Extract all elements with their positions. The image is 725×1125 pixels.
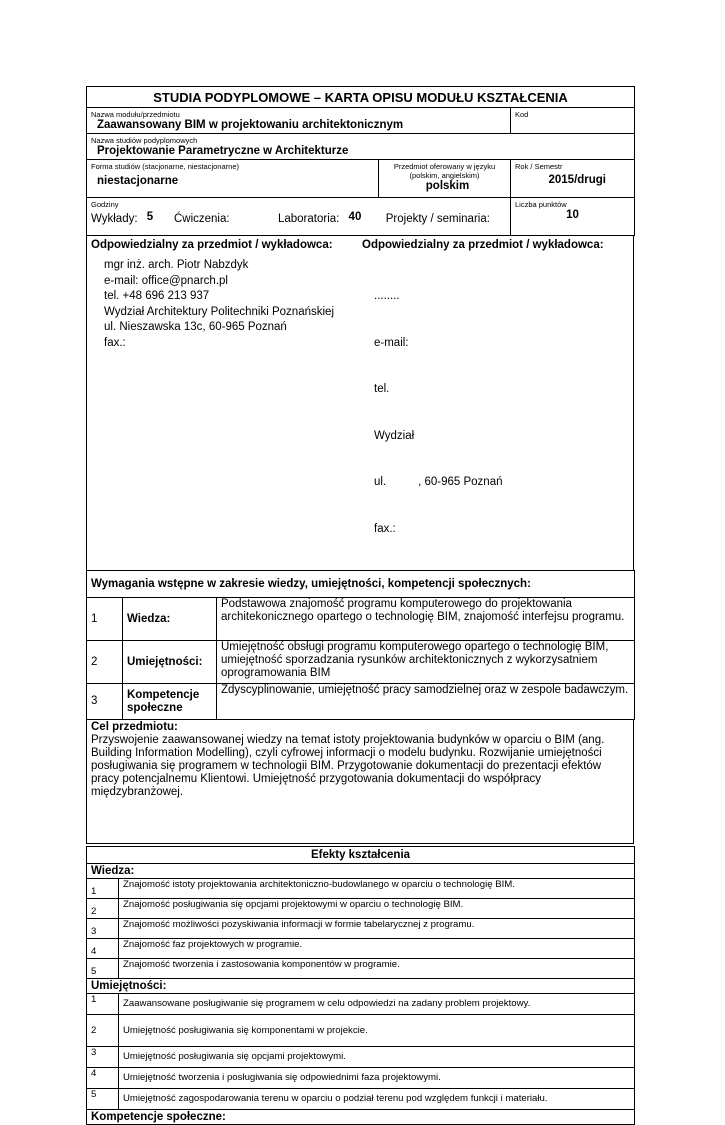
skills-no-1: 1 [87,994,119,1015]
skills-no-2: 2 [87,1015,119,1047]
responsible-right-header: Odpowiedzialny za przedmiot / wykładowca: [362,239,604,251]
knowledge-text-1: Znajomość istoty projektowania architektoniczno-budowlanego w oparciu o technologię BIM. [119,879,635,899]
skills-text-4: Umiejętność tworzenia i posługiwania się odpowiednimi faza projektowymi. [119,1068,635,1089]
left-faculty: Wydział Architektury Politechniki Poznańskiej [104,305,334,318]
study-form-label: Forma studiów (stacjonarne, niestacjonarne) [91,162,239,171]
left-name: mgr inż. arch. Piotr Nabzdyk [104,259,249,271]
responsible-right [362,239,629,568]
prereq-no-1: 1 [87,598,123,641]
hours-label: Godziny [91,200,119,209]
labs-label: Laboratoria: [277,213,340,225]
year-semester-label: Rok / Semestr [515,162,563,171]
prereq-name-3: Kompetencje społeczne [123,684,217,720]
language-value: polskim [425,180,470,192]
lectures-label: Wykłady: [91,213,138,225]
goal-cell [87,720,634,844]
knowledge-text-2: Znajomość posługiwania się opcjami projektowymi w oparciu o technologię BIM. [119,899,635,919]
social-competence-header: Kompetencje społeczne: [87,1110,635,1125]
skills-text-5: Umiejętność zagospodarowania terenu w oparciu o podział terenu pod względem funkcji i materiału. [119,1089,635,1110]
module-name-value: Zaawansowany BIM w projektowaniu architektonicznym [97,119,404,131]
year-semester-value: 2015/drugi [548,174,607,186]
studies-name-label: Nazwa studiów podyplomowych [91,136,198,145]
hours-cell [87,198,511,236]
study-form-value: niestacjonarne [97,175,179,187]
prereq-text-3: Zdyscyplinowanie, umiejętność pracy samodzielnej oraz w zespole badawczym. [217,684,635,720]
right-phone: tel. [374,383,390,395]
points-label: Liczba punktów [515,200,567,209]
points-value: 10 [566,209,579,221]
responsible-table [86,235,634,571]
prerequisites-table [86,570,635,720]
skills-no-4: 4 [87,1068,119,1089]
goal-header: Cel przedmiotu: [91,721,178,733]
left-phone: tel. +48 696 213 937 [104,290,210,302]
prereq-no-3: 3 [87,684,123,720]
skills-text-2: Umiejętność posługiwania się komponentami w projekcie. [119,1015,635,1047]
lectures-value: 5 [146,211,154,223]
left-address: ul. Nieszawska 13c, 60-965 Poznań [104,321,287,333]
knowledge-no-1: 1 [87,879,119,899]
right-name: ........ [374,290,400,302]
year-semester-cell [511,160,635,198]
studies-name-cell [87,134,635,160]
module-name-cell [87,108,511,134]
skills-header: Umiejętności: [87,979,635,994]
right-faculty: Wydział [374,429,415,442]
responsible-left-header: Odpowiedzialny za przedmiot / wykładowca: [91,239,333,251]
hours-row [91,209,506,226]
prereq-name-1: Wiedza: [123,598,217,641]
knowledge-no-3: 3 [87,919,119,939]
goal-text: Przyswojenie zaawansowanej wiedzy na temat istoty projektowania budynków w oparciu o BIM (ang. Building Information Modelling), czyli cyfrowej informacji o modelu budynku. Rozwijanie umiejętności posługiwania się programem w technologii BIM. Przygotowanie dokumentacji do prezentacji efektów pracy potencjalnemu Klientowi. Umiejętność przygotowania dokumentacji do współpracy międzybranżowej. [91,734,605,798]
responsible-cell [87,236,634,571]
module-code-cell [511,108,635,134]
right-fax: fax.: [374,522,396,535]
language-label: Przedmiot oferowany w języku (polskim, angielskim) [393,162,496,180]
right-address: ul. , 60-965 Poznań [374,476,503,488]
skills-no-3: 3 [87,1047,119,1068]
prerequisites-header: Wymagania wstępne w zakresie wiedzy, umiejętności, kompetencji społecznych: [87,571,635,598]
points-cell [511,198,635,236]
knowledge-header: Wiedza: [87,864,635,879]
exercises-label: Ćwiczenia: [173,213,230,225]
document-title: STUDIA PODYPLOMOWE – KARTA OPISU MODUŁU KSZTAŁCENIA [87,87,635,108]
effects-table [86,846,635,1125]
knowledge-text-4: Znajomość faz projektowych w programie. [119,939,635,959]
left-email: e-mail: office@pnarch.pl [104,274,228,287]
header-table [86,86,635,236]
knowledge-text-3: Znajomość możliwości pozyskiwania informacji w formie tabelarycznej z programu. [119,919,635,939]
knowledge-no-4: 4 [87,939,119,959]
knowledge-no-5: 5 [87,959,119,979]
prereq-text-1: Podstawowa znajomość programu komputerowego do projektowania architekonicznego opartego o technologię BIM, znajomość interfejsu programu. [217,598,635,641]
knowledge-no-2: 2 [87,899,119,919]
module-code-label: Kod [515,110,529,119]
skills-text-3: Umiejętność posługiwania się opcjami projektowymi. [119,1047,635,1068]
responsible-left [91,239,362,568]
prereq-name-2: Umiejętności: [123,641,217,684]
left-fax: fax.: [104,336,126,349]
studies-name-value: Projektowanie Parametryczne w Architekturze [97,145,349,157]
module-name-label: Nazwa modułu/przedmiotu [91,110,180,119]
right-email: e-mail: [374,336,409,349]
goal-table [86,719,634,844]
study-form-cell [87,160,379,198]
language-cell [379,160,511,198]
knowledge-text-5: Znajomość tworzenia i zastosowania komponentów w programie. [119,959,635,979]
skills-text-1: Zaawansowane posługiwanie się programem w celu odpowiedzi na zadany problem projektowy. [119,994,635,1015]
projects-label: Projekty / seminaria: [385,213,490,225]
prereq-text-2: Umiejętność obsługi programu komputerowego opartego o technologię BIM, umiejętność sporzadzania rysunków architektonicznych z wykorzysatniem oprogramowania BIM [217,641,635,684]
prereq-no-2: 2 [87,641,123,684]
labs-value: 40 [348,211,362,223]
skills-no-5: 5 [87,1089,119,1110]
module-card [86,86,634,1125]
effects-header: Efekty kształcenia [87,847,635,864]
